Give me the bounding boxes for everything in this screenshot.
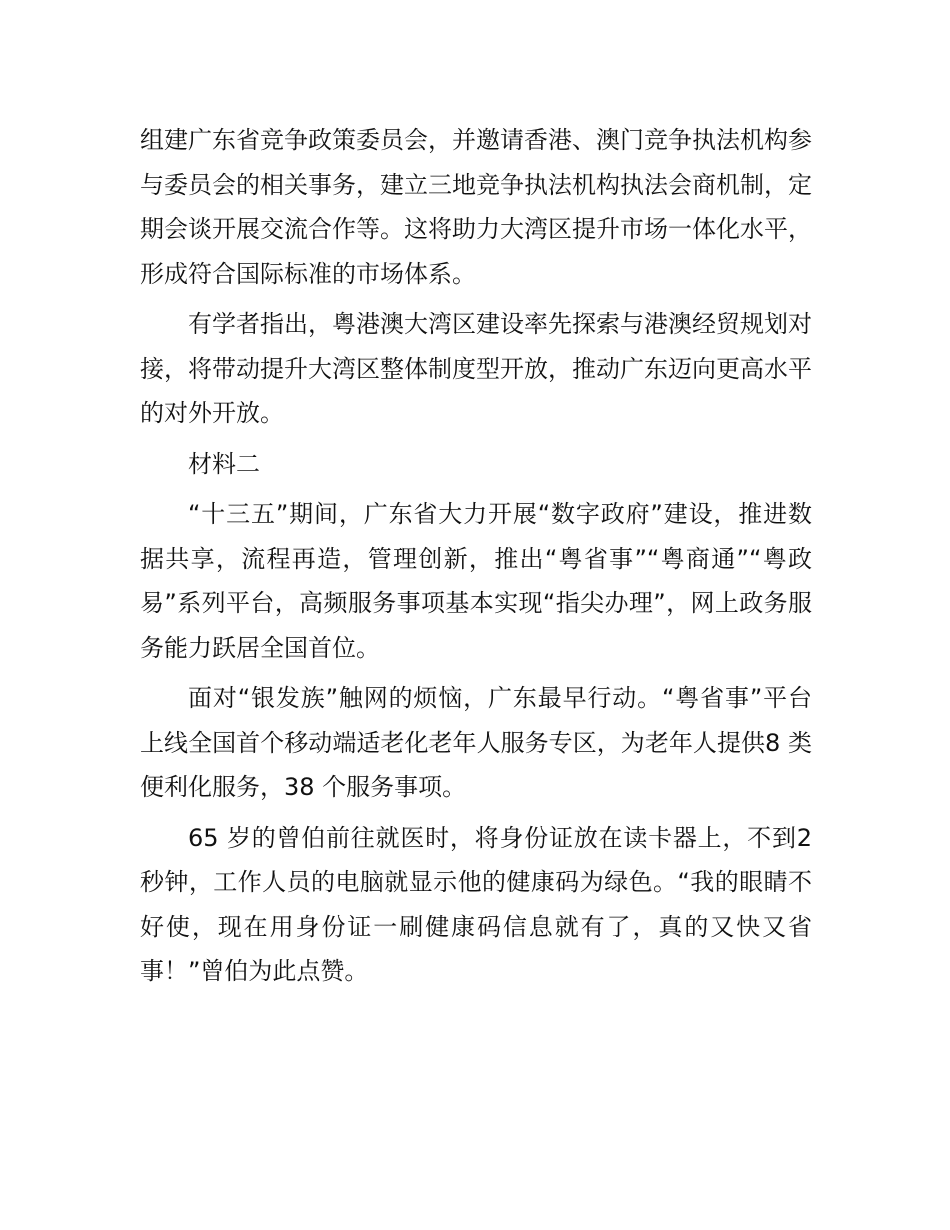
paragraph-digital-government: “十三五”期间，广东省大力开展“数字政府”建设，推进数据共享，流程再造，管理创新，推出“粤省事”“粤商通”“粤政易”系列平台，高频服务事项基本实现“指尖办理”，网上政务服务能力跃居全国首位。 <box>140 500 812 662</box>
paragraph-scholar-view: 有学者指出，粤港澳大湾区建设率先探索与港澳经贸规划对接，将带动提升大湾区整体制度型开放，推动广东迈向更高水平的对外开放。 <box>140 310 812 427</box>
paragraph-competition-committee: 组建广东省竞争政策委员会，并邀请香港、澳门竞争执法机构参与委员会的相关事务，建立三地竞争执法机构执法会商机制，定期会谈开展交流合作等。这将助力大湾区提升市场一体化水平，形成符合国际标准的市场体系。 <box>140 126 812 288</box>
paragraph-health-code-story: 65 岁的曾伯前往就医时，将身份证放在读卡器上，不到2 秒钟，工作人员的电脑就显示他的健康码为绿色。“我的眼睛不好使，现在用身份证一刷健康码信息就有了，真的又快又省事！”曾伯为此点赞。 <box>140 823 812 985</box>
section-heading-material-two: 材料二 <box>188 449 260 478</box>
document-page <box>140 118 812 1000</box>
paragraph-silver-generation: 面对“银发族”触网的烦恼，广东最早行动。“粤省事”平台上线全国首个移动端适老化老年人服务专区，为老年人提供8 类便利化服务，38 个服务事项。 <box>140 684 812 801</box>
